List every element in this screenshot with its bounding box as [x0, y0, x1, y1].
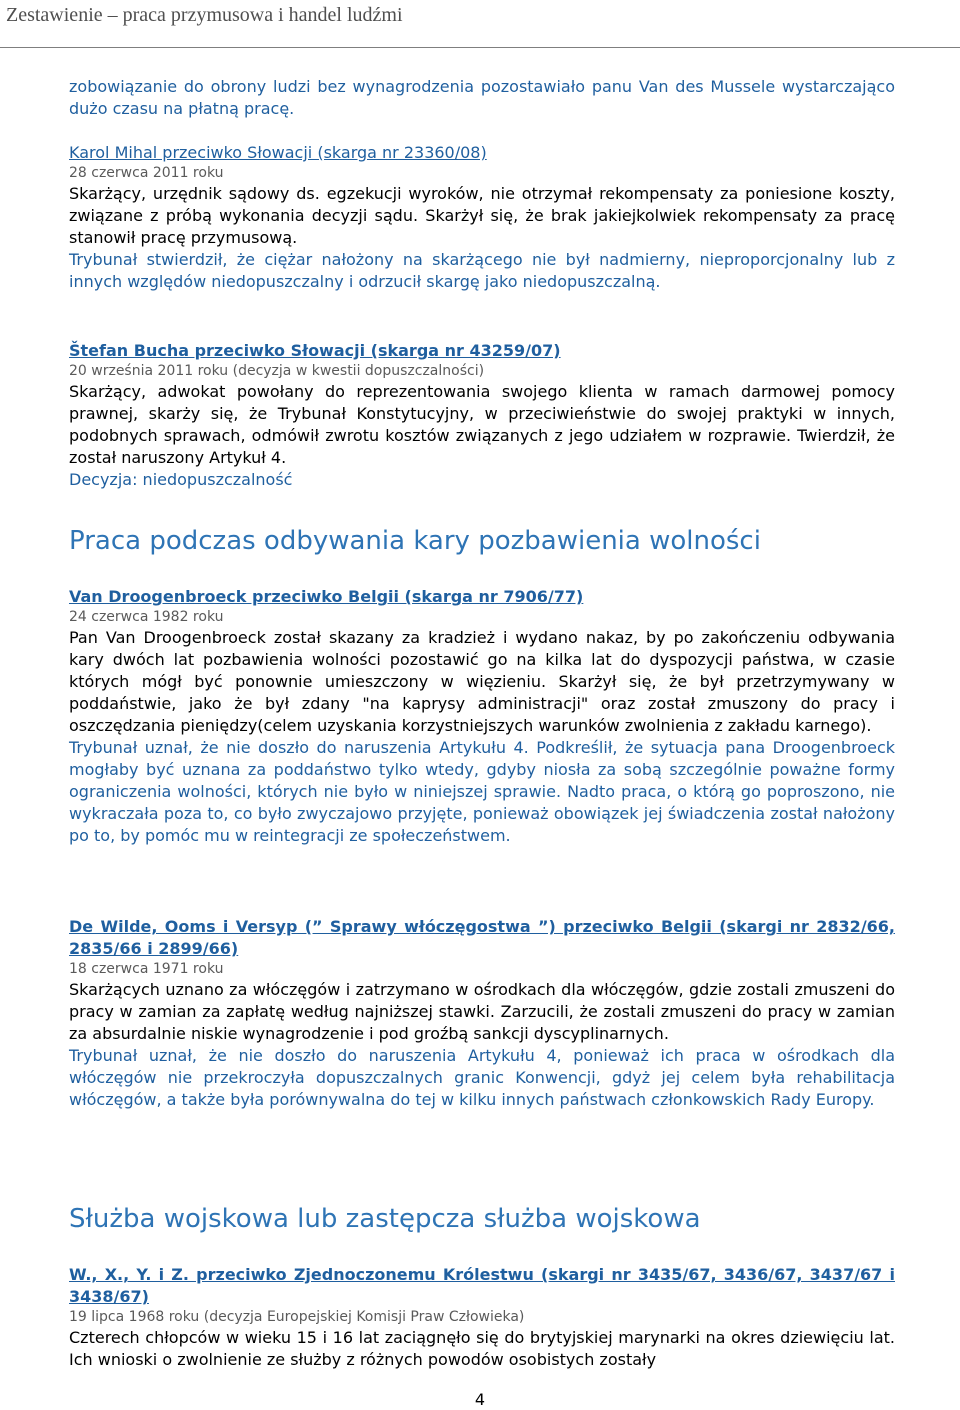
case-mihal: [69, 142, 895, 293]
case-droogenbroeck-title[interactable]: Van Droogenbroeck przeciwko Belgii (skarga nr 7906/77): [69, 587, 584, 606]
intro-block: [69, 76, 895, 120]
page-number: 4: [474, 1390, 486, 1409]
case-bucha-decision: Decyzja: niedopuszczalność: [69, 470, 293, 489]
case-mihal-decision: Trybunał stwierdził, że ciężar nałożony na skarżącego nie był nadmierny, nieproporcjonalny lub z innych względów niedopuszczalny i odrzucił skargę jako niedopuszczalną.: [69, 250, 895, 291]
case-bucha-body: Skarżący, adwokat powołany do reprezentowania swojego klienta w ramach darmowej pomocy prawnej, skarży się, że Trybunał Konstytucyjny, w przeciwieństwie do swojej praktyki w innych, podobnych sprawach, odmówił zwrotu kosztów związanych z jego udziałem w rozprawie. Twierdził, że został naruszony Artykuł 4.: [69, 382, 895, 467]
case-droogenbroeck: [69, 586, 895, 847]
case-wxyz-body: Czterech chłopców w wieku 15 i 16 lat zaciągnęło się do brytyjskiej marynarki na okres dziewięciu lat. Ich wnioski o zwolnienie ze służby z różnych powodów osobistych zostały: [69, 1328, 895, 1369]
section-heading-military: Służba wojskowa lub zastępcza służba wojskowa: [69, 1204, 701, 1234]
section-prison: [69, 524, 895, 558]
case-dewilde-title[interactable]: De Wilde, Ooms i Versyp (” Sprawy włóczęgostwa ”) przeciwko Belgii (skargi nr 2832/66, 2835/66 i 2899/66): [69, 917, 895, 958]
case-bucha-title[interactable]: Štefan Bucha przeciwko Słowacji (skarga nr 43259/07): [69, 341, 561, 360]
section-heading-prison: Praca podczas odbywania kary pozbawienia wolności: [69, 526, 761, 556]
section-military: [69, 1202, 895, 1236]
case-mihal-date: 28 czerwca 2011 roku: [69, 165, 224, 181]
case-wxyz: [69, 1264, 895, 1371]
case-bucha: [69, 340, 895, 491]
case-droogenbroeck-body: Pan Van Droogenbroeck został skazany za kradzież i wydano nakaz, by po zakończeniu odbywania kary dwóch lat pozbawienia wolności pozostawić go na kilka lat do dyspozycji państwa, w czasie których mógł być ponownie umieszczony w więzieniu. Skarżył się, że był przetrzymywany w poddaństwie, jako że był zdany "na kaprysy administracji" oraz został zmuszony do pracy i oszczędzania pieniędzy(celem uzyskania korzystniejszych warunków zwolnienia z zakładu karnego).: [69, 628, 895, 735]
case-wxyz-date: 19 lipca 1968 roku (decyzja Europejskiej Komisji Praw Człowieka): [69, 1309, 525, 1325]
case-mihal-body: Skarżący, urzędnik sądowy ds. egzekucji wyroków, nie otrzymał rekompensaty za poniesione koszty, związane z próbą wykonania decyzji sądu. Skarżył się, że brak jakiejkolwiek rekompensaty za pracę stanowił pracę przymusową.: [69, 184, 895, 247]
case-dewilde: [69, 916, 895, 1111]
case-bucha-date: 20 września 2011 roku (decyzja w kwestii dopuszczalności): [69, 363, 485, 379]
page-header: [0, 0, 960, 48]
case-droogenbroeck-decision: Trybunał uznał, że nie doszło do naruszenia Artykułu 4. Podkreślił, że sytuacja pana Droogenbroeck mogłaby być uznana za poddaństwo tylko wtedy, gdyby niosła za sobą szczególnie poważne formy ograniczenia wolności, których nie było w niniejszej sprawie. Nadto praca, o którą go poproszono, nie wykraczała poza to, co było zwyczajowo przyjęte, ponieważ obowiązek jej świadczenia został nałożony po to, by pomóc mu w reintegracji ze społeczeństwem.: [69, 738, 895, 845]
header-title: Zestawienie – praca przymusowa i handel ludźmi: [6, 4, 403, 26]
case-dewilde-body: Skarżących uznano za włóczęgów i zatrzymano w ośrodkach dla włóczęgów, gdzie zostali zmuszeni do pracy w zamian za zapłatę według najniższej stawki. Zarzucili, że zostali zmuszeni do pracy w zamian za absurdalnie niskie wynagrodzenie i pod groźbą sankcji dyscyplinarnych.: [69, 980, 895, 1043]
case-droogenbroeck-date: 24 czerwca 1982 roku: [69, 609, 224, 625]
intro-text: zobowiązanie do obrony ludzi bez wynagrodzenia pozostawiało panu Van des Mussele wystarczająco dużo czasu na płatną pracę.: [69, 77, 895, 118]
case-wxyz-title[interactable]: W., X., Y. i Z. przeciwko Zjednoczonemu Królestwu (skargi nr 3435/67, 3436/67, 3437/67 i 3438/67): [69, 1265, 895, 1306]
case-mihal-title[interactable]: Karol Mihal przeciwko Słowacji (skarga nr 23360/08): [69, 143, 487, 162]
case-dewilde-decision: Trybunał uznał, że nie doszło do naruszenia Artykułu 4, ponieważ ich praca w ośrodkach dla włóczęgów nie przekroczyła dopuszczalnych granic Konwencji, gdyż jej celem była rehabilitacja włóczęgów, a także była porównywalna do tej w kilku innych państwach członkowskich Rady Europy.: [69, 1046, 895, 1109]
case-dewilde-date: 18 czerwca 1971 roku: [69, 961, 224, 977]
